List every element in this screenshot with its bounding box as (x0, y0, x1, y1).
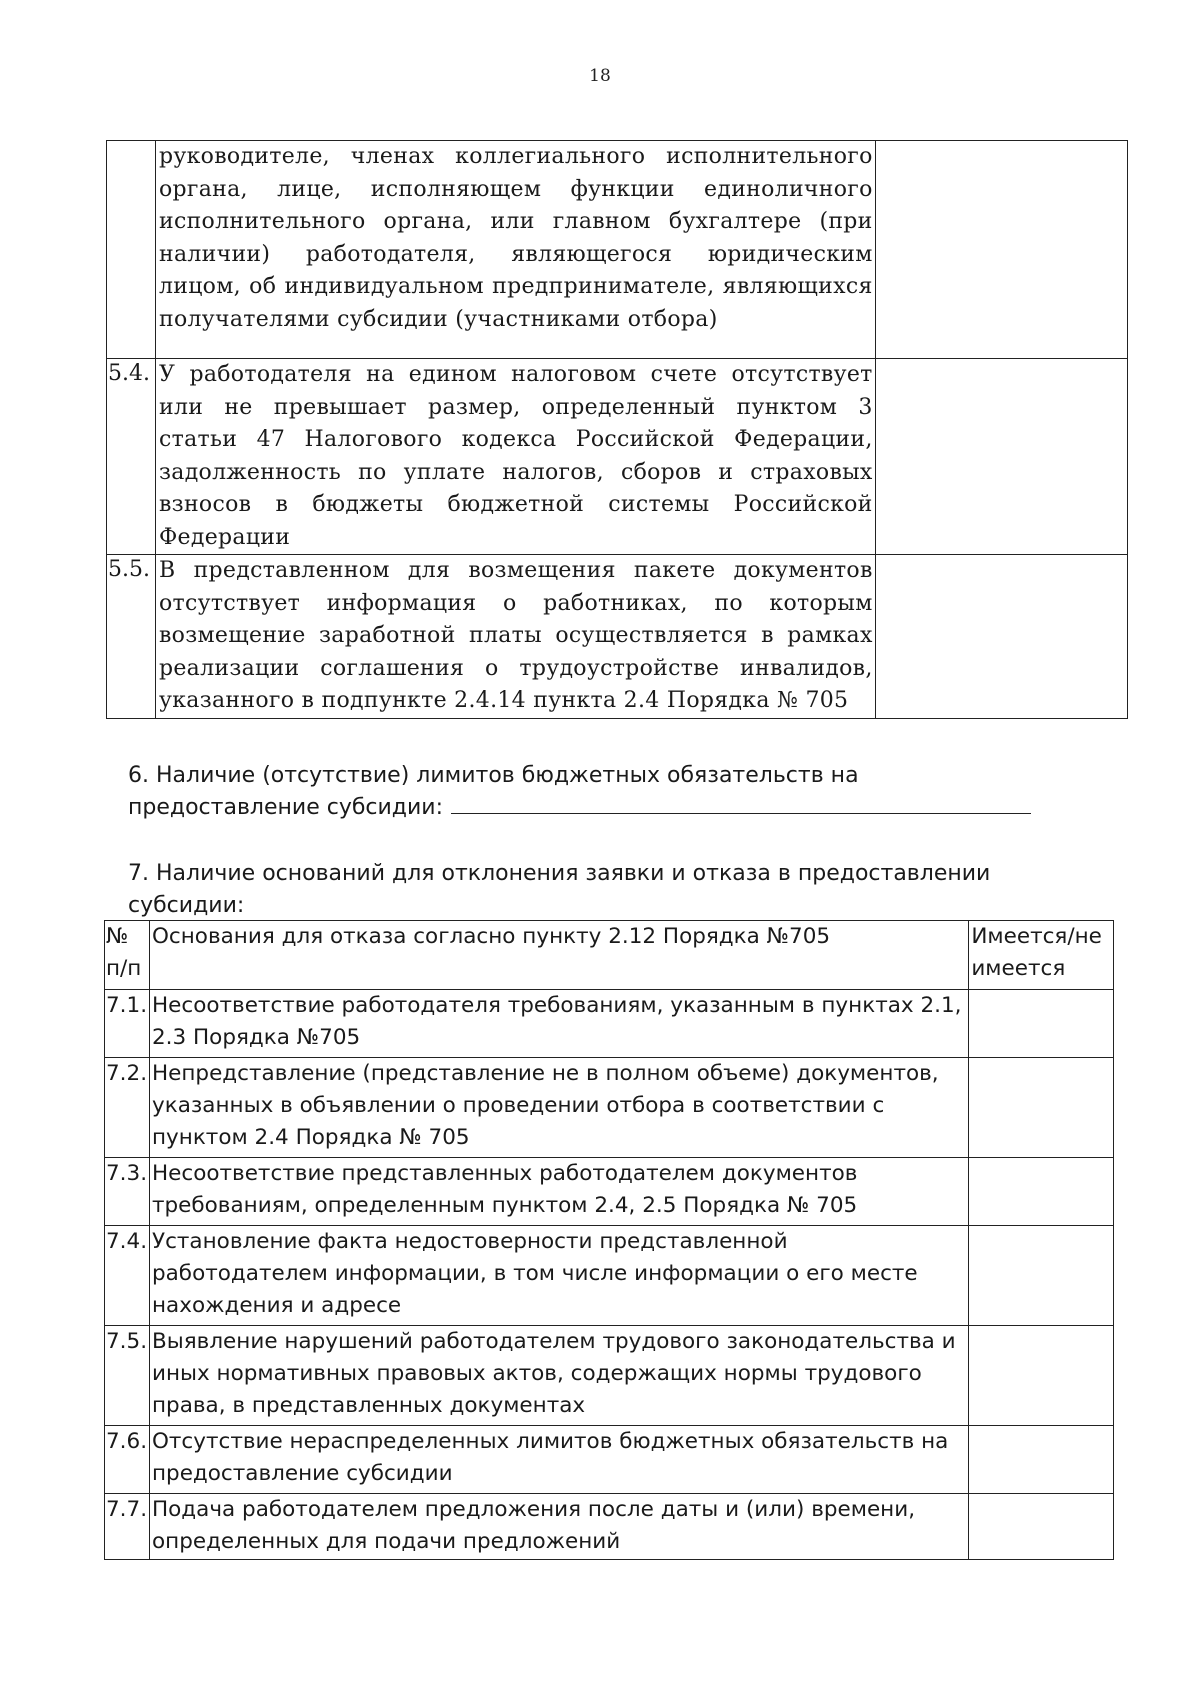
row-value-cell[interactable] (969, 1226, 1114, 1326)
row-value-cell[interactable] (969, 1158, 1114, 1226)
table-row (105, 1226, 1114, 1326)
section-7-line-1: 7. Наличие оснований для отклонения заявки и отказа в предоставлении (128, 861, 991, 886)
fill-in-line[interactable] (451, 812, 1031, 814)
table-row (105, 1326, 1114, 1426)
table-header-row (105, 921, 1114, 990)
table-row (107, 555, 1128, 719)
section-7-line-2: субсидии: (128, 893, 245, 918)
page-number: 18 (589, 66, 611, 86)
rejection-grounds-table (104, 920, 1114, 1560)
row-number: 7.4. (105, 1226, 150, 1326)
row-number: 7.1. (105, 990, 150, 1058)
row-text: Установление факта недостоверности представленной работодателем информации, в том числе информации о его месте нахождения и адресе (149, 1226, 968, 1326)
row-text: Подача работодателем предложения после даты и (или) времени, определенных для подачи предложений (149, 1494, 968, 1560)
row-number (107, 141, 156, 359)
table-row (105, 1058, 1114, 1158)
row-text: Отсутствие нераспределенных лимитов бюджетных обязательств на предоставление субсидии (149, 1426, 968, 1494)
header-number: № п/п (105, 921, 150, 990)
row-text: В представленном для возмещения пакете документов отсутствует информация о работниках, по которым возмещение заработной платы осуществляется в рамках реализации соглашения о трудоустройстве инвалидов, указанного в подпункте 2.4.14 пункта 2.4 Порядка № 705 (155, 555, 875, 719)
row-text: У работодателя на едином налоговом счете отсутствует или не превышает размер, определенный пунктом 3 статьи 47 Налогового кодекса Российской Федерации, задолженность по уплате налогов, сборов и страховых взносов в бюджеты бюджетной системы Российской Федерации (155, 359, 875, 555)
header-flag: Имеется/не имеется (969, 921, 1114, 990)
row-value-cell[interactable] (875, 555, 1127, 719)
table-row (107, 141, 1128, 359)
row-number: 7.6. (105, 1426, 150, 1494)
row-text: руководителе, членах коллегиального исполнительного органа, лице, исполняющем функции единоличного исполнительного органа, или главном бухгалтере (при наличии) работодателя, являющегося юридическим лицом, об индивидуальном предпринимателе, являющихся получателями субсидии (участниками отбора) (155, 141, 875, 359)
row-number: 7.5. (105, 1326, 150, 1426)
row-number: 5.4. (107, 359, 156, 555)
row-text: Несоответствие работодателя требованиям, указанным в пунктах 2.1, 2.3 Порядка №705 (149, 990, 968, 1058)
table-row (107, 359, 1128, 555)
row-number: 7.3. (105, 1158, 150, 1226)
row-text: Выявление нарушений работодателем трудового законодательства и иных нормативных правовых актов, содержащих нормы трудового права, в представленных документах (149, 1326, 968, 1426)
row-text: Несоответствие представленных работодателем документов требованиям, определенным пунктом 2.4, 2.5 Порядка № 705 (149, 1158, 968, 1226)
row-number: 5.5. (107, 555, 156, 719)
header-reason: Основания для отказа согласно пункту 2.12 Порядка №705 (149, 921, 968, 990)
table-row (105, 1426, 1114, 1494)
table-row (105, 1494, 1114, 1560)
row-value-cell[interactable] (969, 1426, 1114, 1494)
table-row (105, 990, 1114, 1058)
section-6-label: предоставление субсидии: (128, 795, 444, 820)
row-text: Непредставление (представление не в полном объеме) документов, указанных в объявлении о проведении отбора в соответствии с пунктом 2.4 Порядка № 705 (149, 1058, 968, 1158)
row-value-cell[interactable] (875, 359, 1127, 555)
section-6-line-1: 6. Наличие (отсутствие) лимитов бюджетных обязательств на (128, 763, 859, 788)
table-row (105, 1158, 1114, 1226)
section-7-rejection-grounds (128, 858, 1068, 922)
criteria-table-section-5 (106, 140, 1128, 719)
row-number: 7.2. (105, 1058, 150, 1158)
row-value-cell[interactable] (969, 1326, 1114, 1426)
section-6-budget-limits (128, 760, 1068, 824)
row-value-cell[interactable] (969, 990, 1114, 1058)
row-value-cell[interactable] (969, 1494, 1114, 1560)
row-value-cell[interactable] (969, 1058, 1114, 1158)
row-value-cell[interactable] (875, 141, 1127, 359)
section-6-line-2 (128, 792, 1068, 824)
row-number: 7.7. (105, 1494, 150, 1560)
